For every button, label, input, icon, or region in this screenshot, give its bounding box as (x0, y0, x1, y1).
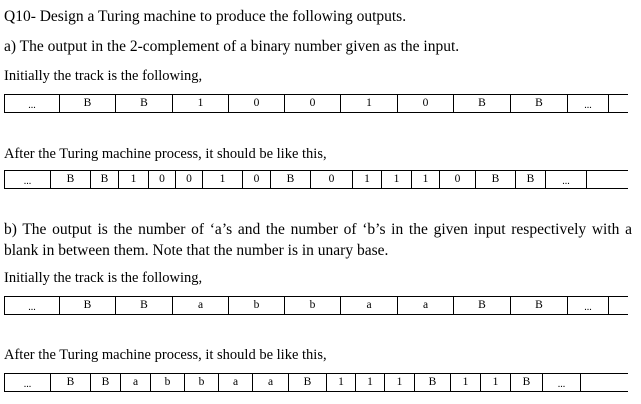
tape-cell: B (511, 297, 568, 314)
tape-cell: 1 (353, 171, 382, 188)
tape-cell: B (271, 171, 311, 188)
tape-cell: B (91, 171, 119, 188)
tape-cell: 1 (385, 374, 415, 391)
part-b-heading: b) The output is the number of ‘a’s and the number of ‘b’s in the given input respectively with a blank in between them. Note that the number is in unary base. (4, 221, 632, 259)
tape-cell: B (60, 95, 116, 112)
tape-cell: 0 (149, 171, 176, 188)
tape-cell: a (398, 297, 454, 314)
part-a-heading: a) The output in the 2-complement of a binary number given as the input. (4, 38, 460, 55)
tape-cell: 1 (341, 95, 398, 112)
tape-cell: B (289, 374, 327, 391)
part-a-initial-label: Initially the track is the following, (4, 68, 203, 84)
tape-cell: ... (5, 95, 60, 112)
tape-cell: B (511, 374, 543, 391)
tape-cell: B (454, 297, 511, 314)
tape-cell: 0 (398, 95, 454, 112)
tape-cell: B (454, 95, 511, 112)
tape-cell: 0 (176, 171, 203, 188)
tape-cell: a (219, 374, 253, 391)
tape-cell: 0 (229, 95, 285, 112)
tape-cell: a (341, 297, 398, 314)
tape-cell: a (173, 297, 229, 314)
tape-cell: B (91, 374, 121, 391)
tape-b-initial (4, 296, 628, 315)
tape-cell: B (116, 95, 173, 112)
tape-cell: B (116, 297, 173, 314)
tape-cell: 1 (119, 171, 149, 188)
tape-cell: B (511, 95, 568, 112)
part-b-initial-label: Initially the track is the following, (4, 270, 203, 286)
tape-cell: ... (568, 297, 609, 314)
tape-cell: ... (546, 171, 587, 188)
tape-cell: b (229, 297, 285, 314)
tape-cell: B (51, 171, 91, 188)
tape-cell: ... (5, 297, 60, 314)
tape-cell: a (121, 374, 151, 391)
tape-cell: ... (543, 374, 581, 391)
tape-cell: 1 (173, 95, 229, 112)
tape-cell: 1 (327, 374, 356, 391)
tape-cell: 1 (451, 374, 481, 391)
tape-cell: 1 (356, 374, 385, 391)
tape-cell: B (60, 297, 116, 314)
tape-cell: 0 (440, 171, 476, 188)
tape-cell: ... (5, 171, 51, 188)
question-title: Q10- Design a Turing machine to produce the following outputs. (4, 8, 407, 25)
tape-a-after (4, 170, 628, 189)
tape-a-initial (4, 94, 628, 113)
tape-cell: 0 (243, 171, 271, 188)
tape-cell: ... (5, 374, 51, 391)
tape-cell: ... (568, 95, 609, 112)
tape-cell: 0 (285, 95, 341, 112)
tape-cell: 1 (481, 374, 511, 391)
tape-cell: b (285, 297, 341, 314)
tape-cell: 1 (203, 171, 243, 188)
part-a-after-label: After the Turing machine process, it should be like this, (4, 146, 327, 162)
tape-cell: 1 (412, 171, 440, 188)
tape-cell: B (415, 374, 451, 391)
part-b-after-label: After the Turing machine process, it should be like this, (4, 347, 327, 363)
tape-cell: a (253, 374, 289, 391)
tape-cell: 1 (382, 171, 412, 188)
tape-cell: B (51, 374, 91, 391)
tape-cell: B (516, 171, 546, 188)
tape-cell: B (476, 171, 516, 188)
tape-cell: 0 (311, 171, 353, 188)
tape-cell: b (151, 374, 185, 391)
tape-b-after (4, 373, 628, 392)
tape-cell: b (185, 374, 219, 391)
